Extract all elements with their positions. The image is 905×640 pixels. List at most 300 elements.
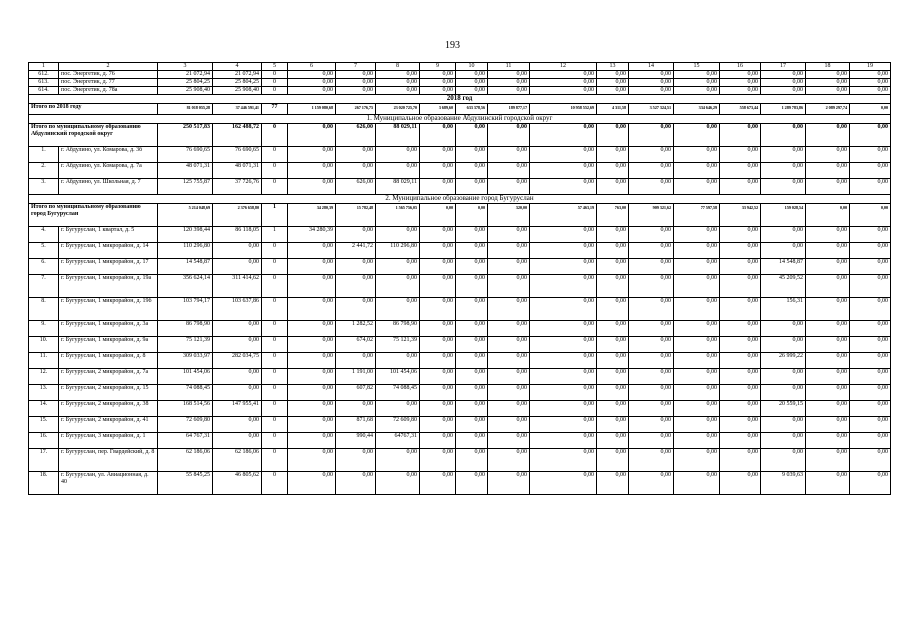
- value-cell: 0,00: [488, 259, 530, 275]
- value-cell: 0,00: [597, 337, 629, 353]
- value-cell: 0: [262, 385, 288, 401]
- section-title: 2. Муниципальное образование город Бугуруслан: [29, 195, 891, 204]
- value-cell: 0,00: [850, 275, 891, 298]
- row-number: 12.: [29, 369, 59, 385]
- value-cell: 0,00: [376, 259, 420, 275]
- value-cell: 0,00: [850, 87, 891, 95]
- column-number: 7: [336, 63, 376, 71]
- value-cell: 0: [262, 369, 288, 385]
- value-cell: 0,00: [629, 79, 674, 87]
- value-cell: 3 689,60: [420, 104, 456, 115]
- row-number: 2.: [29, 163, 59, 179]
- value-cell: 0,00: [336, 472, 376, 495]
- value-cell: 37 726,76: [213, 179, 262, 195]
- value-cell: 0,00: [674, 472, 720, 495]
- value-cell: 0,00: [288, 147, 336, 163]
- value-cell: 0,00: [376, 353, 420, 369]
- value-cell: 76 690,65: [213, 147, 262, 163]
- address-cell: г. Бугуруслан, 1 микрорайон, д. 14: [59, 243, 158, 259]
- value-cell: 0,00: [420, 433, 456, 449]
- value-cell: 57 463,19: [530, 204, 597, 227]
- value-cell: 0: [262, 353, 288, 369]
- value-cell: 0,00: [761, 433, 806, 449]
- value-cell: 0,00: [376, 163, 420, 179]
- value-cell: 0,00: [674, 243, 720, 259]
- value-cell: 0,00: [597, 369, 629, 385]
- value-cell: 0,00: [213, 433, 262, 449]
- value-cell: 3 527 324,51: [629, 104, 674, 115]
- value-cell: 15 782,48: [336, 204, 376, 227]
- value-cell: 0,00: [597, 124, 629, 147]
- value-cell: 0,00: [336, 298, 376, 321]
- value-cell: 0,00: [288, 298, 336, 321]
- value-cell: 86 798,90: [376, 321, 420, 337]
- column-number: 13: [597, 63, 629, 71]
- value-cell: 607,82: [336, 385, 376, 401]
- column-number: 11: [488, 63, 530, 71]
- value-cell: 0,00: [530, 124, 597, 147]
- value-cell: 1 289 783,86: [761, 104, 806, 115]
- value-cell: 0,00: [530, 433, 597, 449]
- value-cell: 0,00: [850, 259, 891, 275]
- value-cell: 62 186,06: [213, 449, 262, 472]
- value-cell: 86 798,90: [158, 321, 213, 337]
- value-cell: 0,00: [597, 227, 629, 243]
- value-cell: 77: [262, 104, 288, 115]
- value-cell: 0,00: [288, 179, 336, 195]
- value-cell: 156,31: [761, 298, 806, 321]
- value-cell: 75 121,39: [376, 337, 420, 353]
- value-cell: 0: [262, 147, 288, 163]
- value-cell: 0,00: [850, 417, 891, 433]
- value-cell: 0,00: [597, 71, 629, 79]
- value-cell: 0,00: [456, 87, 488, 95]
- value-cell: 0: [262, 275, 288, 298]
- value-cell: 0,00: [761, 449, 806, 472]
- value-cell: 74 088,45: [158, 385, 213, 401]
- value-cell: 0,00: [674, 449, 720, 472]
- value-cell: 0,00: [629, 71, 674, 79]
- value-cell: 0,00: [456, 385, 488, 401]
- value-cell: 0: [262, 449, 288, 472]
- value-cell: 0,00: [456, 353, 488, 369]
- value-cell: 0: [262, 79, 288, 87]
- table-row: [29, 163, 891, 179]
- value-cell: 1 159 080,68: [288, 104, 336, 115]
- value-cell: 0,00: [213, 385, 262, 401]
- value-cell: 0,00: [806, 243, 850, 259]
- value-cell: 0,00: [674, 298, 720, 321]
- value-cell: 0,00: [376, 71, 420, 79]
- value-cell: 0,00: [420, 71, 456, 79]
- value-cell: 0,00: [597, 433, 629, 449]
- value-cell: 0,00: [761, 417, 806, 433]
- value-cell: 26 999,22: [761, 353, 806, 369]
- value-cell: 0,00: [336, 449, 376, 472]
- value-cell: 0,00: [288, 87, 336, 95]
- value-cell: 0,00: [420, 337, 456, 353]
- value-cell: 0,00: [530, 385, 597, 401]
- value-cell: 0,00: [674, 353, 720, 369]
- value-cell: 0: [262, 124, 288, 147]
- value-cell: 0,00: [597, 321, 629, 337]
- value-cell: 0,00: [720, 147, 761, 163]
- section-total-row: [29, 204, 891, 227]
- value-cell: 0,00: [288, 433, 336, 449]
- value-cell: 0,00: [720, 298, 761, 321]
- row-number: 11.: [29, 353, 59, 369]
- column-number: 8: [376, 63, 420, 71]
- value-cell: 0,00: [674, 124, 720, 147]
- value-cell: 0,00: [629, 227, 674, 243]
- table-row: [29, 259, 891, 275]
- value-cell: 0,00: [674, 369, 720, 385]
- value-cell: 0,00: [674, 259, 720, 275]
- value-cell: 25 908,40: [213, 87, 262, 95]
- row-number: 7.: [29, 275, 59, 298]
- value-cell: 0,00: [376, 227, 420, 243]
- value-cell: 0,00: [629, 243, 674, 259]
- value-cell: 0,00: [806, 433, 850, 449]
- value-cell: 0: [262, 337, 288, 353]
- table-row: [29, 71, 891, 79]
- value-cell: 0,00: [456, 275, 488, 298]
- value-cell: 1: [262, 204, 288, 227]
- row-number: 10.: [29, 337, 59, 353]
- value-cell: 0,00: [488, 401, 530, 417]
- value-cell: 110 296,80: [376, 243, 420, 259]
- value-cell: 0,00: [288, 369, 336, 385]
- value-cell: 0,00: [761, 87, 806, 95]
- value-cell: 0,00: [420, 417, 456, 433]
- value-cell: 0: [262, 433, 288, 449]
- value-cell: 0,00: [530, 147, 597, 163]
- value-cell: 0,00: [420, 472, 456, 495]
- row-number: 13.: [29, 385, 59, 401]
- value-cell: 0,00: [674, 321, 720, 337]
- value-cell: 0,00: [456, 337, 488, 353]
- value-cell: 45 209,52: [761, 275, 806, 298]
- value-cell: 0,00: [806, 369, 850, 385]
- value-cell: 0,00: [720, 275, 761, 298]
- value-cell: 0,00: [488, 449, 530, 472]
- value-cell: 0,00: [720, 472, 761, 495]
- value-cell: 0,00: [530, 353, 597, 369]
- value-cell: 0,00: [288, 353, 336, 369]
- value-cell: 267 176,75: [336, 104, 376, 115]
- value-cell: 0,00: [336, 163, 376, 179]
- value-cell: 0,00: [420, 353, 456, 369]
- value-cell: 0,00: [456, 124, 488, 147]
- value-cell: 0,00: [806, 417, 850, 433]
- value-cell: 0,00: [806, 353, 850, 369]
- value-cell: 0,00: [456, 179, 488, 195]
- section-title: 1. Муниципальное образование Абдулинский городской округ: [29, 115, 891, 124]
- column-number: 3: [158, 63, 213, 71]
- value-cell: 0,00: [288, 79, 336, 87]
- value-cell: 0,00: [629, 298, 674, 321]
- value-cell: 0,00: [213, 369, 262, 385]
- value-cell: 0,00: [806, 79, 850, 87]
- value-cell: 0,00: [720, 385, 761, 401]
- value-cell: 0,00: [488, 124, 530, 147]
- value-cell: 0,00: [530, 259, 597, 275]
- value-cell: 0,00: [376, 401, 420, 417]
- value-cell: 0,00: [336, 147, 376, 163]
- value-cell: 0,00: [806, 275, 850, 298]
- value-cell: 0,00: [530, 163, 597, 179]
- value-cell: 0,00: [420, 298, 456, 321]
- value-cell: 0,00: [629, 449, 674, 472]
- value-cell: 120 398,44: [158, 227, 213, 243]
- value-cell: 0,00: [530, 227, 597, 243]
- value-cell: 0,00: [850, 369, 891, 385]
- row-number: 4.: [29, 227, 59, 243]
- value-cell: 0,00: [288, 472, 336, 495]
- value-cell: 0,00: [850, 449, 891, 472]
- value-cell: 0,00: [530, 417, 597, 433]
- value-cell: 0,00: [336, 353, 376, 369]
- value-cell: 0,00: [806, 204, 850, 227]
- section-total-label: Итого по муниципальному образованию город Бугуруслан: [29, 204, 158, 227]
- value-cell: 0,00: [420, 147, 456, 163]
- value-cell: 1 191,00: [336, 369, 376, 385]
- value-cell: 0,00: [761, 385, 806, 401]
- value-cell: 0,00: [488, 385, 530, 401]
- value-cell: 0,00: [420, 124, 456, 147]
- value-cell: 0,00: [720, 449, 761, 472]
- section-total-row: [29, 124, 891, 147]
- value-cell: 0,00: [597, 417, 629, 433]
- value-cell: 0,00: [806, 227, 850, 243]
- value-cell: 0,00: [530, 243, 597, 259]
- value-cell: 33 942,52: [720, 204, 761, 227]
- value-cell: 871,68: [336, 417, 376, 433]
- value-cell: 34 280,39: [288, 204, 336, 227]
- address-cell: г. Бугуруслан, 1 микрорайон, д. 3а: [59, 321, 158, 337]
- value-cell: 0: [262, 259, 288, 275]
- value-cell: 0,00: [456, 472, 488, 495]
- value-cell: 77 597,58: [674, 204, 720, 227]
- value-cell: 0,00: [597, 259, 629, 275]
- value-cell: 34 280,39: [288, 227, 336, 243]
- value-cell: 0: [262, 321, 288, 337]
- value-cell: 0,00: [288, 243, 336, 259]
- value-cell: 0,00: [288, 449, 336, 472]
- column-number: 17: [761, 63, 806, 71]
- value-cell: 0,00: [629, 124, 674, 147]
- value-cell: 0,00: [456, 204, 488, 227]
- value-cell: 0,00: [806, 298, 850, 321]
- value-cell: 0,00: [597, 472, 629, 495]
- table-row: [29, 385, 891, 401]
- value-cell: 0,00: [288, 385, 336, 401]
- column-number: 12: [530, 63, 597, 71]
- column-number-row: [29, 63, 891, 71]
- value-cell: 0,00: [674, 147, 720, 163]
- value-cell: 0,00: [720, 433, 761, 449]
- value-cell: 74 088,45: [376, 385, 420, 401]
- value-cell: 48 071,31: [158, 163, 213, 179]
- value-cell: 633 378,56: [456, 104, 488, 115]
- value-cell: 0,00: [456, 449, 488, 472]
- value-cell: 0,00: [376, 147, 420, 163]
- value-cell: 0,00: [850, 298, 891, 321]
- address-cell: г. Бугуруслан, 1 квартал, д. 5: [59, 227, 158, 243]
- value-cell: 0,00: [597, 147, 629, 163]
- value-cell: 0,00: [850, 353, 891, 369]
- value-cell: 0,00: [629, 417, 674, 433]
- value-cell: 0,00: [720, 369, 761, 385]
- value-cell: 4 311,58: [597, 104, 629, 115]
- column-number: 9: [420, 63, 456, 71]
- value-cell: 0,00: [720, 353, 761, 369]
- address-cell: г. Абдулино, ул. Комарова, д. 3б: [59, 147, 158, 163]
- value-cell: 0,00: [336, 71, 376, 79]
- address-cell: г. Бугуруслан, 2 микрорайон, д. 15: [59, 385, 158, 401]
- value-cell: 0,00: [674, 227, 720, 243]
- value-cell: 990,44: [336, 433, 376, 449]
- value-cell: 2 089 297,74: [806, 104, 850, 115]
- value-cell: 0,00: [806, 179, 850, 195]
- value-cell: 75 121,39: [158, 337, 213, 353]
- value-cell: 0,00: [850, 179, 891, 195]
- value-cell: 0,00: [288, 124, 336, 147]
- value-cell: 674,02: [336, 337, 376, 353]
- value-cell: 0,00: [850, 79, 891, 87]
- value-cell: 0,00: [488, 321, 530, 337]
- value-cell: 86 118,05: [213, 227, 262, 243]
- value-cell: 0,00: [720, 163, 761, 179]
- table-row: [29, 243, 891, 259]
- value-cell: 0,00: [456, 71, 488, 79]
- value-cell: 0,00: [629, 472, 674, 495]
- value-cell: 0,00: [420, 87, 456, 95]
- value-cell: 0,00: [720, 124, 761, 147]
- value-cell: 0: [262, 243, 288, 259]
- value-cell: 72 609,80: [376, 417, 420, 433]
- column-number: 6: [288, 63, 336, 71]
- value-cell: 81 018 055,28: [158, 104, 213, 115]
- value-cell: 2 376 658,80: [213, 204, 262, 227]
- row-number: 614.: [29, 87, 59, 95]
- value-cell: 0,00: [456, 79, 488, 87]
- section-title-row: [29, 115, 891, 124]
- value-cell: 0,00: [761, 243, 806, 259]
- address-cell: г. Бугуруслан, 2 микрорайон, д. 41: [59, 417, 158, 433]
- value-cell: 0,00: [456, 259, 488, 275]
- value-cell: 0,00: [597, 163, 629, 179]
- value-cell: 0,00: [420, 227, 456, 243]
- table-row: [29, 275, 891, 298]
- value-cell: 0,00: [720, 79, 761, 87]
- row-number: 613.: [29, 79, 59, 87]
- value-cell: 626,00: [336, 179, 376, 195]
- value-cell: 0,00: [420, 401, 456, 417]
- value-cell: 23 020 725,70: [376, 104, 420, 115]
- value-cell: 0,00: [420, 449, 456, 472]
- column-number: 15: [674, 63, 720, 71]
- address-cell: пос. Энергетик, д. 77: [59, 79, 158, 87]
- value-cell: 0,00: [213, 259, 262, 275]
- total-label: Итого по 2018 году: [29, 104, 158, 115]
- section-title-row: [29, 195, 891, 204]
- value-cell: 0: [262, 298, 288, 321]
- value-cell: 0,00: [850, 243, 891, 259]
- value-cell: 0,00: [850, 385, 891, 401]
- value-cell: 0,00: [761, 147, 806, 163]
- value-cell: 0,00: [720, 227, 761, 243]
- value-cell: 0,00: [720, 417, 761, 433]
- value-cell: 0,00: [806, 401, 850, 417]
- value-cell: 0,00: [850, 71, 891, 79]
- table-row: [29, 401, 891, 417]
- value-cell: 0,00: [761, 71, 806, 79]
- value-cell: 0,00: [597, 385, 629, 401]
- value-cell: 0,00: [288, 401, 336, 417]
- value-cell: 159 028,54: [761, 204, 806, 227]
- value-cell: 309 033,97: [158, 353, 213, 369]
- value-cell: 763,00: [597, 204, 629, 227]
- value-cell: 0,00: [674, 71, 720, 79]
- value-cell: 0,00: [530, 71, 597, 79]
- row-number: 16.: [29, 433, 59, 449]
- value-cell: 0,00: [720, 259, 761, 275]
- value-cell: 0,00: [420, 385, 456, 401]
- value-cell: 25 804,25: [158, 79, 213, 87]
- value-cell: 103 637,86: [213, 298, 262, 321]
- value-cell: 0,00: [376, 449, 420, 472]
- value-cell: 0,00: [761, 124, 806, 147]
- section-total-label: Итого по муниципальному образованию Абдулинский городской округ: [29, 124, 158, 147]
- value-cell: 0: [262, 417, 288, 433]
- row-number: 9.: [29, 321, 59, 337]
- value-cell: 0,00: [806, 259, 850, 275]
- value-cell: 0,00: [530, 337, 597, 353]
- value-cell: 0,00: [674, 337, 720, 353]
- value-cell: 0,00: [806, 385, 850, 401]
- row-number: 8.: [29, 298, 59, 321]
- row-number: 6.: [29, 259, 59, 275]
- row-number: 18.: [29, 472, 59, 495]
- value-cell: 0,00: [629, 163, 674, 179]
- value-cell: 0: [262, 179, 288, 195]
- value-cell: 0,00: [629, 353, 674, 369]
- value-cell: 55 845,25: [158, 472, 213, 495]
- value-cell: 626,00: [336, 124, 376, 147]
- value-cell: 20 559,15: [761, 401, 806, 417]
- value-cell: 0,00: [720, 71, 761, 79]
- year-header-row: [29, 95, 891, 104]
- value-cell: 0,00: [213, 243, 262, 259]
- value-cell: 0,00: [456, 298, 488, 321]
- table-row: [29, 87, 891, 95]
- value-cell: 0,00: [288, 321, 336, 337]
- value-cell: 0,00: [720, 401, 761, 417]
- value-cell: 0,00: [420, 275, 456, 298]
- address-cell: г. Бугуруслан, 1 микрорайон, д. 9а: [59, 337, 158, 353]
- value-cell: 0,00: [530, 87, 597, 95]
- value-cell: 0,00: [761, 321, 806, 337]
- value-cell: 0,00: [597, 275, 629, 298]
- value-cell: 0,00: [629, 179, 674, 195]
- value-cell: 0,00: [629, 147, 674, 163]
- value-cell: 0,00: [456, 243, 488, 259]
- value-cell: 2 441,72: [336, 243, 376, 259]
- value-cell: 0,00: [488, 147, 530, 163]
- row-number: 5.: [29, 243, 59, 259]
- value-cell: 0,00: [488, 79, 530, 87]
